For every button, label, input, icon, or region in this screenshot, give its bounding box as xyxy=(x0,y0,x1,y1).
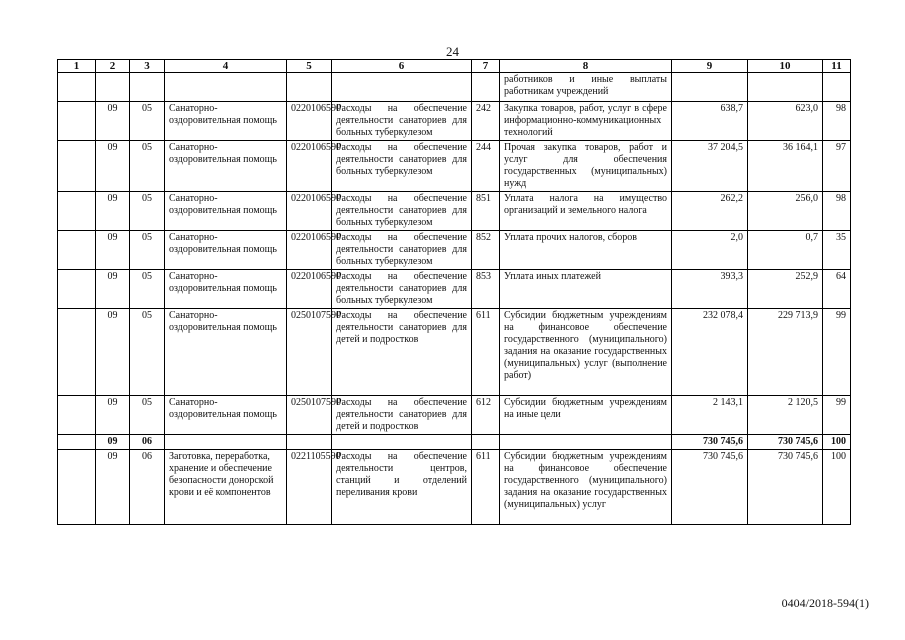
cell-subsection-name: Санаторно-оздоровительная помощь xyxy=(165,396,287,435)
page-number: 24 xyxy=(446,44,459,59)
cell-planned: 638,7 xyxy=(672,102,748,141)
cell-target-name: Расходы на обеспечение деятельности санаториев для больных туберкулезом xyxy=(332,192,472,231)
cell-col1 xyxy=(58,450,96,525)
table-row xyxy=(58,309,851,396)
cell-subsection-name: Санаторно-оздоровительная помощь xyxy=(165,270,287,309)
cell-target-name: Расходы на обеспечение деятельности санаториев для больных туберкулезом xyxy=(332,270,472,309)
cell-percent xyxy=(823,73,851,102)
cell-section: 09 xyxy=(96,231,130,270)
cell-target-code: 0220106590 xyxy=(287,141,332,192)
cell-expense-name: Субсидии бюджетным учреждениям на иные цели xyxy=(500,396,672,435)
cell-executed: 2 120,5 xyxy=(748,396,823,435)
table-row xyxy=(58,73,851,102)
cell-planned xyxy=(672,73,748,102)
cell-target-code: 0250107590 xyxy=(287,309,332,396)
cell-target-name: Расходы на обеспечение деятельности санаториев для детей и подростков xyxy=(332,309,472,396)
cell-subsection: 05 xyxy=(130,231,165,270)
cell-target-name xyxy=(332,73,472,102)
cell-subsection-name: Санаторно-оздоровительная помощь xyxy=(165,102,287,141)
cell-planned: 2,0 xyxy=(672,231,748,270)
cell-subsection: 05 xyxy=(130,102,165,141)
cell-subsection: 05 xyxy=(130,192,165,231)
cell-target-name: Расходы на обеспечение деятельности санаториев для больных туберкулезом xyxy=(332,141,472,192)
cell-col1 xyxy=(58,141,96,192)
table-row xyxy=(58,270,851,309)
cell-planned: 730 745,6 xyxy=(672,435,748,450)
cell-subsection-name: Санаторно-оздоровительная помощь xyxy=(165,141,287,192)
cell-planned: 232 078,4 xyxy=(672,309,748,396)
cell-expense-code xyxy=(472,73,500,102)
cell-target-code xyxy=(287,435,332,450)
cell-expense-code: 853 xyxy=(472,270,500,309)
cell-percent: 98 xyxy=(823,192,851,231)
cell-planned: 37 204,5 xyxy=(672,141,748,192)
cell-planned: 393,3 xyxy=(672,270,748,309)
cell-executed: 0,7 xyxy=(748,231,823,270)
cell-percent: 100 xyxy=(823,435,851,450)
cell-col1 xyxy=(58,396,96,435)
cell-percent: 97 xyxy=(823,141,851,192)
cell-target-code xyxy=(287,73,332,102)
cell-section: 09 xyxy=(96,309,130,396)
cell-expense-name: Уплата налога на имущество организаций и земельного налога xyxy=(500,192,672,231)
cell-subsection: 06 xyxy=(130,435,165,450)
cell-subsection: 05 xyxy=(130,141,165,192)
cell-expense-code: 611 xyxy=(472,309,500,396)
cell-col1 xyxy=(58,270,96,309)
cell-target-name: Расходы на обеспечение деятельности центров, станций и отделений переливания крови xyxy=(332,450,472,525)
cell-subsection xyxy=(130,73,165,102)
cell-percent: 100 xyxy=(823,450,851,525)
cell-planned: 262,2 xyxy=(672,192,748,231)
cell-section xyxy=(96,73,130,102)
cell-percent: 64 xyxy=(823,270,851,309)
cell-executed: 252,9 xyxy=(748,270,823,309)
cell-subsection-name: Заготовка, переработка, хранение и обеспечение безопасности донорской крови и её компонентов xyxy=(165,450,287,525)
budget-table xyxy=(57,59,851,525)
cell-subsection-name: Санаторно-оздоровительная помощь xyxy=(165,192,287,231)
cell-section: 09 xyxy=(96,435,130,450)
cell-executed: 623,0 xyxy=(748,102,823,141)
cell-target-name: Расходы на обеспечение деятельности санаториев для детей и подростков xyxy=(332,396,472,435)
cell-subsection: 06 xyxy=(130,450,165,525)
cell-col1 xyxy=(58,231,96,270)
col-header-1: 1 xyxy=(58,60,96,73)
cell-percent: 99 xyxy=(823,309,851,396)
cell-subsection: 05 xyxy=(130,270,165,309)
col-header-2: 2 xyxy=(96,60,130,73)
cell-executed xyxy=(748,73,823,102)
cell-executed: 730 745,6 xyxy=(748,450,823,525)
cell-subsection-name xyxy=(165,73,287,102)
cell-subsection: 05 xyxy=(130,309,165,396)
cell-subsection-name xyxy=(165,435,287,450)
cell-expense-name: Субсидии бюджетным учреждениям на финансовое обеспечение государственного (муниципального) задания на оказание государственных (муниципальных) услуг (выполнение работ) xyxy=(500,309,672,396)
table-row xyxy=(58,450,851,525)
cell-col1 xyxy=(58,73,96,102)
table-row xyxy=(58,396,851,435)
cell-col1 xyxy=(58,309,96,396)
cell-expense-name: Прочая закупка товаров, работ и услуг для обеспечения государственных (муниципальных) нужд xyxy=(500,141,672,192)
cell-expense-code: 242 xyxy=(472,102,500,141)
cell-col1 xyxy=(58,435,96,450)
cell-subsection-name: Санаторно-оздоровительная помощь xyxy=(165,231,287,270)
document-code: 0404/2018-594(1) xyxy=(781,596,869,610)
cell-col1 xyxy=(58,192,96,231)
cell-expense-code: 851 xyxy=(472,192,500,231)
table-row xyxy=(58,141,851,192)
cell-expense-name: Субсидии бюджетным учреждениям на финансовое обеспечение государственного (муниципального) задания на оказание государственных (муниципальных) услуг xyxy=(500,450,672,525)
cell-target-name xyxy=(332,435,472,450)
header-row xyxy=(58,60,851,73)
col-header-10: 10 xyxy=(748,60,823,73)
cell-expense-code: 852 xyxy=(472,231,500,270)
cell-target-code: 0250107590 xyxy=(287,396,332,435)
cell-planned: 2 143,1 xyxy=(672,396,748,435)
cell-section: 09 xyxy=(96,192,130,231)
col-header-9: 9 xyxy=(672,60,748,73)
cell-target-code: 0221105590 xyxy=(287,450,332,525)
cell-executed: 256,0 xyxy=(748,192,823,231)
cell-percent: 98 xyxy=(823,102,851,141)
cell-expense-code: 612 xyxy=(472,396,500,435)
cell-section: 09 xyxy=(96,396,130,435)
cell-executed: 36 164,1 xyxy=(748,141,823,192)
cell-col1 xyxy=(58,102,96,141)
col-header-6: 6 xyxy=(332,60,472,73)
col-header-5: 5 xyxy=(287,60,332,73)
cell-expense-name: Закупка товаров, работ, услуг в сфере информационно-коммуникационных технологий xyxy=(500,102,672,141)
table-row xyxy=(58,231,851,270)
cell-subsection-name: Санаторно-оздоровительная помощь xyxy=(165,309,287,396)
cell-expense-name: работников и иные выплаты работникам учреждений xyxy=(500,73,672,102)
cell-percent: 99 xyxy=(823,396,851,435)
cell-target-name: Расходы на обеспечение деятельности санаториев для больных туберкулезом xyxy=(332,102,472,141)
col-header-11: 11 xyxy=(823,60,851,73)
cell-percent: 35 xyxy=(823,231,851,270)
cell-expense-name xyxy=(500,435,672,450)
table-row xyxy=(58,102,851,141)
cell-expense-code: 244 xyxy=(472,141,500,192)
cell-subsection: 05 xyxy=(130,396,165,435)
cell-executed: 229 713,9 xyxy=(748,309,823,396)
cell-target-code: 0220106590 xyxy=(287,231,332,270)
col-header-7: 7 xyxy=(472,60,500,73)
cell-expense-name: Уплата иных платежей xyxy=(500,270,672,309)
col-header-4: 4 xyxy=(165,60,287,73)
cell-section: 09 xyxy=(96,102,130,141)
cell-section: 09 xyxy=(96,450,130,525)
cell-target-code: 0220106590 xyxy=(287,192,332,231)
cell-planned: 730 745,6 xyxy=(672,450,748,525)
cell-target-code: 0220106590 xyxy=(287,102,332,141)
cell-section: 09 xyxy=(96,141,130,192)
cell-expense-code: 611 xyxy=(472,450,500,525)
cell-section: 09 xyxy=(96,270,130,309)
cell-target-code: 0220106590 xyxy=(287,270,332,309)
subtotal-row xyxy=(58,435,851,450)
col-header-3: 3 xyxy=(130,60,165,73)
col-header-8: 8 xyxy=(500,60,672,73)
cell-executed: 730 745,6 xyxy=(748,435,823,450)
cell-target-name: Расходы на обеспечение деятельности санаториев для больных туберкулезом xyxy=(332,231,472,270)
table-row xyxy=(58,192,851,231)
cell-expense-name: Уплата прочих налогов, сборов xyxy=(500,231,672,270)
cell-expense-code xyxy=(472,435,500,450)
